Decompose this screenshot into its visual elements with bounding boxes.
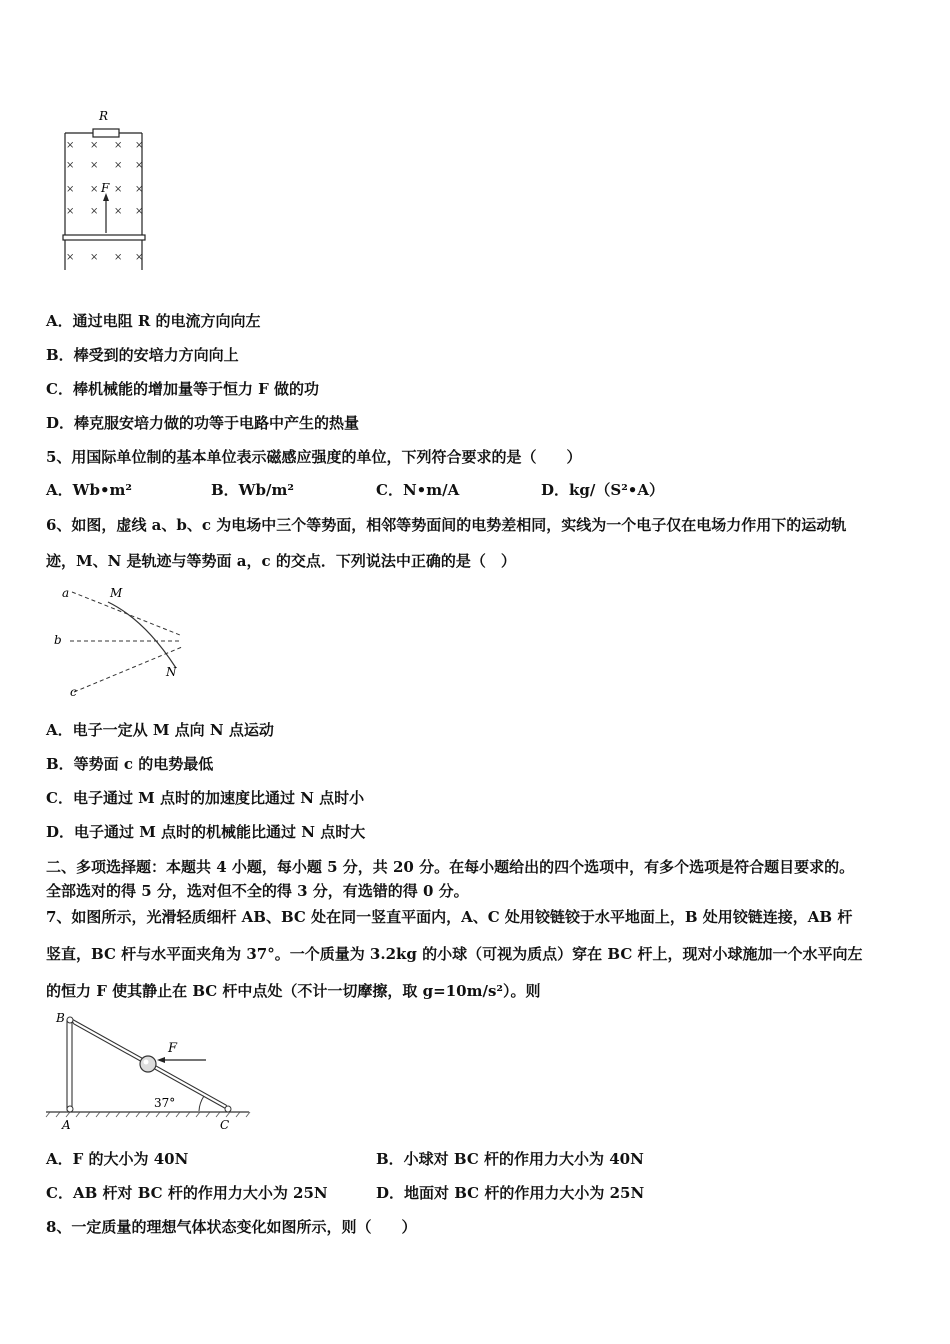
q7-option-d[interactable]: D．地面对 BC 杆的作用力大小为 25N: [376, 1184, 645, 1202]
svg-text:×: ×: [90, 206, 99, 217]
q7-stem-line1: 7、如图所示，光滑轻质细杆 AB、BC 处在同一竖直平面内，A、C 处用铰链铰于水平地面上，B 处用铰链连接，AB 杆: [46, 908, 853, 926]
svg-text:×: ×: [114, 160, 123, 171]
svg-text:×: ×: [114, 252, 123, 263]
label-b: B: [56, 1011, 65, 1025]
q5-option-d[interactable]: D．kg/（S²•A）: [541, 481, 664, 499]
q5-stem: 5、用国际单位制的基本单位表示磁感应强度的单位，下列符合要求的是（ ）: [46, 448, 582, 466]
field-crosses: [66, 140, 143, 263]
svg-text:×: ×: [66, 206, 75, 217]
q7-option-b[interactable]: B．小球对 BC 杆的作用力大小为 40N: [376, 1150, 644, 1168]
label-m: M: [110, 586, 123, 600]
q7-stem-line3: 的恒力 F 使其静止在 BC 杆中点处（不计一切摩擦，取 g=10m/s²）。则: [46, 982, 541, 1000]
label-r: R: [99, 109, 109, 123]
q4-option-d[interactable]: D．棒克服安培力做的功等于电路中产生的热量: [46, 414, 360, 432]
q5-option-c[interactable]: C．N•m/A: [376, 481, 460, 499]
label-c: C: [220, 1118, 230, 1132]
ball: [140, 1056, 156, 1072]
svg-text:×: ×: [135, 206, 144, 217]
svg-text:×: ×: [90, 140, 99, 151]
figure-equipotential: [50, 580, 195, 705]
q6-option-c[interactable]: C．电子通过 M 点时的加速度比通过 N 点时小: [46, 789, 365, 807]
svg-text:×: ×: [114, 140, 123, 151]
svg-text:×: ×: [66, 184, 75, 195]
q7-option-c[interactable]: C．AB 杆对 BC 杆的作用力大小为 25N: [46, 1184, 328, 1202]
q6-option-d[interactable]: D．电子通过 M 点时的机械能比通过 N 点时大: [46, 823, 366, 841]
label-f: F: [101, 181, 110, 195]
svg-text:×: ×: [114, 206, 123, 217]
svg-text:×: ×: [135, 160, 144, 171]
conducting-rod: [63, 235, 145, 240]
section2-line2: 全部选对的得 5 分，选对但不全的得 3 分，有选错的得 0 分。: [46, 882, 469, 900]
figure-rail-magnetic-field: [55, 100, 165, 280]
label-b: b: [54, 633, 62, 647]
q6-option-a[interactable]: A．电子一定从 M 点向 N 点运动: [46, 721, 274, 739]
svg-text:×: ×: [90, 184, 99, 195]
svg-text:×: ×: [90, 252, 99, 263]
q4-option-c[interactable]: C．棒机械能的增加量等于恒力 F 做的功: [46, 380, 320, 398]
q5-option-a[interactable]: A．Wb•m²: [46, 481, 133, 499]
svg-text:×: ×: [66, 160, 75, 171]
q4-option-b[interactable]: B．棒受到的安培力方向向上: [46, 346, 239, 364]
q6-option-b[interactable]: B．等势面 c 的电势最低: [46, 755, 214, 773]
svg-text:×: ×: [66, 140, 75, 151]
angle-arc: [199, 1096, 204, 1111]
svg-text:×: ×: [135, 140, 144, 151]
svg-text:×: ×: [90, 160, 99, 171]
trajectory: [108, 602, 176, 668]
label-f: F: [168, 1041, 178, 1056]
q7-option-a[interactable]: A．F 的大小为 40N: [46, 1150, 189, 1168]
resistor: [93, 129, 119, 137]
section2-line1: 二、多项选择题：本题共 4 小题，每小题 5 分，共 20 分。在每小题给出的四个选项中，有多个选项是符合题目要求的。: [46, 858, 855, 876]
q6-stem-line2: 迹，M、N 是轨迹与等势面 a，c 的交点．下列说法中正确的是（ ）: [46, 552, 516, 570]
q4-option-a[interactable]: A．通过电阻 R 的电流方向向左: [46, 312, 261, 330]
q6-stem-line1: 6、如图，虚线 a、b、c 为电场中三个等势面，相邻等势面间的电势差相同，实线为一个电子仅在电场力作用下的运动轨: [46, 516, 847, 534]
label-n: N: [166, 665, 177, 679]
label-angle: 37°: [154, 1096, 176, 1110]
q7-stem-line2: 竖直，BC 杆与水平面夹角为 37°。一个质量为 3.2kg 的小球（可视为质点）穿在 BC 杆上，现对小球施加一个水平向左: [46, 945, 863, 963]
q8-stem: 8、一定质量的理想气体状态变化如图所示，则（ ）: [46, 1218, 417, 1236]
svg-text:×: ×: [114, 184, 123, 195]
figure-rods: [44, 1010, 254, 1135]
svg-text:×: ×: [135, 184, 144, 195]
rod-ab: [67, 1020, 72, 1110]
svg-text:×: ×: [66, 252, 75, 263]
label-a: A: [62, 1118, 71, 1132]
label-a: a: [62, 586, 70, 600]
ground-hatch: [46, 1112, 250, 1117]
q5-option-b[interactable]: B．Wb/m²: [211, 481, 294, 499]
label-c: c: [70, 685, 77, 699]
svg-text:×: ×: [135, 252, 144, 263]
